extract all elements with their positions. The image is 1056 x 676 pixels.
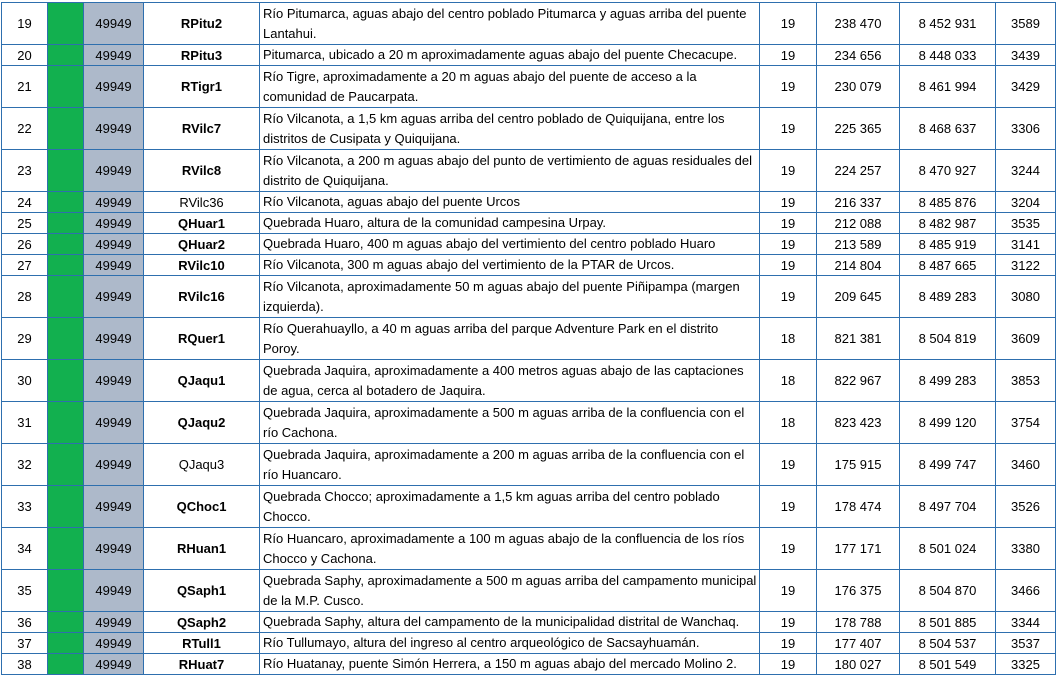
altitude-cell: 3429 — [996, 66, 1056, 108]
description-cell: Quebrada Chocco; aproximadamente a 1,5 km aguas arriba del centro poblado Chocco. — [260, 486, 760, 528]
easting-cell: 212 088 — [817, 213, 900, 234]
altitude-cell: 3344 — [996, 612, 1056, 633]
code-cell: 49949 — [84, 612, 144, 633]
status-swatch-cell — [48, 612, 84, 633]
altitude-cell: 3380 — [996, 528, 1056, 570]
northing-cell: 8 461 994 — [900, 66, 996, 108]
row-number-cell: 31 — [2, 402, 48, 444]
altitude-cell: 3526 — [996, 486, 1056, 528]
row-number-cell: 34 — [2, 528, 48, 570]
description-cell: Río Tigre, aproximadamente a 20 m aguas abajo del puente de acceso a la comunidad de Paucarpata. — [260, 66, 760, 108]
description-cell: Quebrada Jaquira, aproximadamente a 200 m aguas arriba de la confluencia con el río Huancaro. — [260, 444, 760, 486]
table-row — [2, 570, 1056, 612]
description-cell: Río Vilcanota, a 200 m aguas abajo del punto de vertimiento de aguas residuales del distrito de Quiquijana. — [260, 150, 760, 192]
utm-zone-cell: 19 — [760, 612, 817, 633]
utm-zone-cell: 18 — [760, 360, 817, 402]
row-number-cell: 21 — [2, 66, 48, 108]
status-swatch-cell — [48, 570, 84, 612]
description-cell: Pitumarca, ubicado a 20 m aproximadamente aguas abajo del puente Checacupe. — [260, 45, 760, 66]
table-row — [2, 360, 1056, 402]
code-cell: 49949 — [84, 318, 144, 360]
status-swatch-cell — [48, 213, 84, 234]
status-swatch-cell — [48, 654, 84, 675]
utm-zone-cell: 18 — [760, 402, 817, 444]
code-cell: 49949 — [84, 150, 144, 192]
status-swatch-cell — [48, 633, 84, 654]
description-cell: Río Huancaro, aproximadamente a 100 m aguas abajo de la confluencia de los ríos Chocco y Cachona. — [260, 528, 760, 570]
row-number-cell: 35 — [2, 570, 48, 612]
easting-cell: 209 645 — [817, 276, 900, 318]
utm-zone-cell: 19 — [760, 570, 817, 612]
easting-cell: 175 915 — [817, 444, 900, 486]
row-number-cell: 24 — [2, 192, 48, 213]
status-swatch-cell — [48, 66, 84, 108]
altitude-cell: 3460 — [996, 444, 1056, 486]
code-cell: 49949 — [84, 528, 144, 570]
utm-zone-cell: 18 — [760, 318, 817, 360]
table-row — [2, 654, 1056, 675]
description-cell: Quebrada Jaquira, aproximadamente a 400 metros aguas abajo de las captaciones de agua, cerca al botadero de Jaquira. — [260, 360, 760, 402]
altitude-cell: 3589 — [996, 3, 1056, 45]
station-code-cell: QHuar2 — [144, 234, 260, 255]
code-cell: 49949 — [84, 234, 144, 255]
northing-cell: 8 504 537 — [900, 633, 996, 654]
code-cell: 49949 — [84, 45, 144, 66]
row-number-cell: 27 — [2, 255, 48, 276]
easting-cell: 216 337 — [817, 192, 900, 213]
description-cell: Río Huatanay, puente Simón Herrera, a 150 m aguas abajo del mercado Molino 2. — [260, 654, 760, 675]
station-code-cell: QHuar1 — [144, 213, 260, 234]
easting-cell: 230 079 — [817, 66, 900, 108]
utm-zone-cell: 19 — [760, 234, 817, 255]
station-code-cell: RHuan1 — [144, 528, 260, 570]
status-swatch-cell — [48, 45, 84, 66]
utm-zone-cell: 19 — [760, 255, 817, 276]
code-cell: 49949 — [84, 570, 144, 612]
table-row — [2, 45, 1056, 66]
easting-cell: 224 257 — [817, 150, 900, 192]
code-cell: 49949 — [84, 444, 144, 486]
easting-cell: 225 365 — [817, 108, 900, 150]
utm-zone-cell: 19 — [760, 150, 817, 192]
table-row — [2, 3, 1056, 45]
easting-cell: 177 407 — [817, 633, 900, 654]
northing-cell: 8 497 704 — [900, 486, 996, 528]
code-cell: 49949 — [84, 66, 144, 108]
northing-cell: 8 452 931 — [900, 3, 996, 45]
description-cell: Río Tullumayo, altura del ingreso al centro arqueológico de Sacsayhuamán. — [260, 633, 760, 654]
row-number-cell: 20 — [2, 45, 48, 66]
easting-cell: 823 423 — [817, 402, 900, 444]
northing-cell: 8 501 549 — [900, 654, 996, 675]
table-row — [2, 213, 1056, 234]
code-cell: 49949 — [84, 402, 144, 444]
northing-cell: 8 499 747 — [900, 444, 996, 486]
table-row — [2, 192, 1056, 213]
utm-zone-cell: 19 — [760, 192, 817, 213]
row-number-cell: 33 — [2, 486, 48, 528]
code-cell: 49949 — [84, 3, 144, 45]
row-number-cell: 29 — [2, 318, 48, 360]
station-code-cell: RVilc8 — [144, 150, 260, 192]
station-code-cell: RVilc16 — [144, 276, 260, 318]
description-cell: Quebrada Saphy, altura del campamento de la municipalidad distrital de Wanchaq. — [260, 612, 760, 633]
northing-cell: 8 504 819 — [900, 318, 996, 360]
utm-zone-cell: 19 — [760, 444, 817, 486]
northing-cell: 8 501 885 — [900, 612, 996, 633]
altitude-cell: 3853 — [996, 360, 1056, 402]
description-cell: Quebrada Huaro, 400 m aguas abajo del vertimiento del centro poblado Huaro — [260, 234, 760, 255]
altitude-cell: 3325 — [996, 654, 1056, 675]
northing-cell: 8 448 033 — [900, 45, 996, 66]
code-cell: 49949 — [84, 108, 144, 150]
table-row — [2, 318, 1056, 360]
station-code-cell: QJaqu3 — [144, 444, 260, 486]
table-row — [2, 276, 1056, 318]
station-code-cell: RVilc36 — [144, 192, 260, 213]
row-number-cell: 26 — [2, 234, 48, 255]
easting-cell: 176 375 — [817, 570, 900, 612]
easting-cell: 177 171 — [817, 528, 900, 570]
status-swatch-cell — [48, 528, 84, 570]
table-row — [2, 234, 1056, 255]
code-cell: 49949 — [84, 486, 144, 528]
utm-zone-cell: 19 — [760, 528, 817, 570]
description-cell: Río Vilcanota, a 1,5 km aguas arriba del centro poblado de Quiquijana, entre los distritos de Cusipata y Quiquijana. — [260, 108, 760, 150]
northing-cell: 8 489 283 — [900, 276, 996, 318]
row-number-cell: 22 — [2, 108, 48, 150]
northing-cell: 8 482 987 — [900, 213, 996, 234]
description-cell: Río Vilcanota, aproximadamente 50 m aguas abajo del puente Piñipampa (margen izquierda). — [260, 276, 760, 318]
altitude-cell: 3537 — [996, 633, 1056, 654]
station-code-cell: RQuer1 — [144, 318, 260, 360]
status-swatch-cell — [48, 486, 84, 528]
row-number-cell: 19 — [2, 3, 48, 45]
altitude-cell: 3466 — [996, 570, 1056, 612]
row-number-cell: 30 — [2, 360, 48, 402]
status-swatch-cell — [48, 234, 84, 255]
northing-cell: 8 485 919 — [900, 234, 996, 255]
altitude-cell: 3439 — [996, 45, 1056, 66]
altitude-cell: 3141 — [996, 234, 1056, 255]
description-cell: Río Vilcanota, aguas abajo del puente Urcos — [260, 192, 760, 213]
station-code-cell: RPitu3 — [144, 45, 260, 66]
utm-zone-cell: 19 — [760, 45, 817, 66]
altitude-cell: 3244 — [996, 150, 1056, 192]
code-cell: 49949 — [84, 633, 144, 654]
row-number-cell: 23 — [2, 150, 48, 192]
monitoring-points-table — [1, 2, 1056, 675]
easting-cell: 234 656 — [817, 45, 900, 66]
station-code-cell: QJaqu1 — [144, 360, 260, 402]
code-cell: 49949 — [84, 276, 144, 318]
northing-cell: 8 468 637 — [900, 108, 996, 150]
station-code-cell: QChoc1 — [144, 486, 260, 528]
table-row — [2, 444, 1056, 486]
table-row — [2, 486, 1056, 528]
northing-cell: 8 487 665 — [900, 255, 996, 276]
status-swatch-cell — [48, 150, 84, 192]
row-number-cell: 38 — [2, 654, 48, 675]
altitude-cell: 3204 — [996, 192, 1056, 213]
monitoring-points-table-wrapper — [1, 2, 1056, 675]
northing-cell: 8 499 120 — [900, 402, 996, 444]
utm-zone-cell: 19 — [760, 633, 817, 654]
altitude-cell: 3122 — [996, 255, 1056, 276]
code-cell: 49949 — [84, 360, 144, 402]
station-code-cell: QJaqu2 — [144, 402, 260, 444]
easting-cell: 821 381 — [817, 318, 900, 360]
table-row — [2, 150, 1056, 192]
station-code-cell: QSaph2 — [144, 612, 260, 633]
utm-zone-cell: 19 — [760, 66, 817, 108]
station-code-cell: RTull1 — [144, 633, 260, 654]
description-cell: Río Querahuayllo, a 40 m aguas arriba del parque Adventure Park en el distrito Poroy. — [260, 318, 760, 360]
status-swatch-cell — [48, 402, 84, 444]
row-number-cell: 37 — [2, 633, 48, 654]
status-swatch-cell — [48, 360, 84, 402]
description-cell: Río Pitumarca, aguas abajo del centro poblado Pitumarca y aguas arriba del puente Lantahui. — [260, 3, 760, 45]
status-swatch-cell — [48, 444, 84, 486]
altitude-cell: 3080 — [996, 276, 1056, 318]
description-cell: Quebrada Jaquira, aproximadamente a 500 m aguas arriba de la confluencia con el río Cachona. — [260, 402, 760, 444]
altitude-cell: 3609 — [996, 318, 1056, 360]
utm-zone-cell: 19 — [760, 108, 817, 150]
code-cell: 49949 — [84, 213, 144, 234]
table-row — [2, 108, 1056, 150]
table-row — [2, 66, 1056, 108]
altitude-cell: 3754 — [996, 402, 1056, 444]
utm-zone-cell: 19 — [760, 213, 817, 234]
table-row — [2, 612, 1056, 633]
station-code-cell: RTigr1 — [144, 66, 260, 108]
row-number-cell: 32 — [2, 444, 48, 486]
status-swatch-cell — [48, 3, 84, 45]
utm-zone-cell: 19 — [760, 654, 817, 675]
easting-cell: 822 967 — [817, 360, 900, 402]
description-cell: Quebrada Saphy, aproximadamente a 500 m aguas arriba del campamento municipal de la M.P. Cusco. — [260, 570, 760, 612]
northing-cell: 8 501 024 — [900, 528, 996, 570]
table-row — [2, 528, 1056, 570]
code-cell: 49949 — [84, 192, 144, 213]
easting-cell: 238 470 — [817, 3, 900, 45]
utm-zone-cell: 19 — [760, 3, 817, 45]
station-code-cell: RVilc7 — [144, 108, 260, 150]
altitude-cell: 3535 — [996, 213, 1056, 234]
status-swatch-cell — [48, 318, 84, 360]
utm-zone-cell: 19 — [760, 276, 817, 318]
description-cell: Quebrada Huaro, altura de la comunidad campesina Urpay. — [260, 213, 760, 234]
row-number-cell: 25 — [2, 213, 48, 234]
northing-cell: 8 470 927 — [900, 150, 996, 192]
utm-zone-cell: 19 — [760, 486, 817, 528]
easting-cell: 178 788 — [817, 612, 900, 633]
table-row — [2, 633, 1056, 654]
station-code-cell: RVilc10 — [144, 255, 260, 276]
table-row — [2, 255, 1056, 276]
code-cell: 49949 — [84, 654, 144, 675]
status-swatch-cell — [48, 192, 84, 213]
row-number-cell: 36 — [2, 612, 48, 633]
easting-cell: 178 474 — [817, 486, 900, 528]
northing-cell: 8 499 283 — [900, 360, 996, 402]
code-cell: 49949 — [84, 255, 144, 276]
table-body — [2, 3, 1056, 675]
station-code-cell: RHuat7 — [144, 654, 260, 675]
easting-cell: 180 027 — [817, 654, 900, 675]
station-code-cell: QSaph1 — [144, 570, 260, 612]
northing-cell: 8 504 870 — [900, 570, 996, 612]
easting-cell: 213 589 — [817, 234, 900, 255]
row-number-cell: 28 — [2, 276, 48, 318]
station-code-cell: RPitu2 — [144, 3, 260, 45]
status-swatch-cell — [48, 276, 84, 318]
altitude-cell: 3306 — [996, 108, 1056, 150]
northing-cell: 8 485 876 — [900, 192, 996, 213]
description-cell: Río Vilcanota, 300 m aguas abajo del vertimiento de la PTAR de Urcos. — [260, 255, 760, 276]
easting-cell: 214 804 — [817, 255, 900, 276]
status-swatch-cell — [48, 255, 84, 276]
table-row — [2, 402, 1056, 444]
status-swatch-cell — [48, 108, 84, 150]
